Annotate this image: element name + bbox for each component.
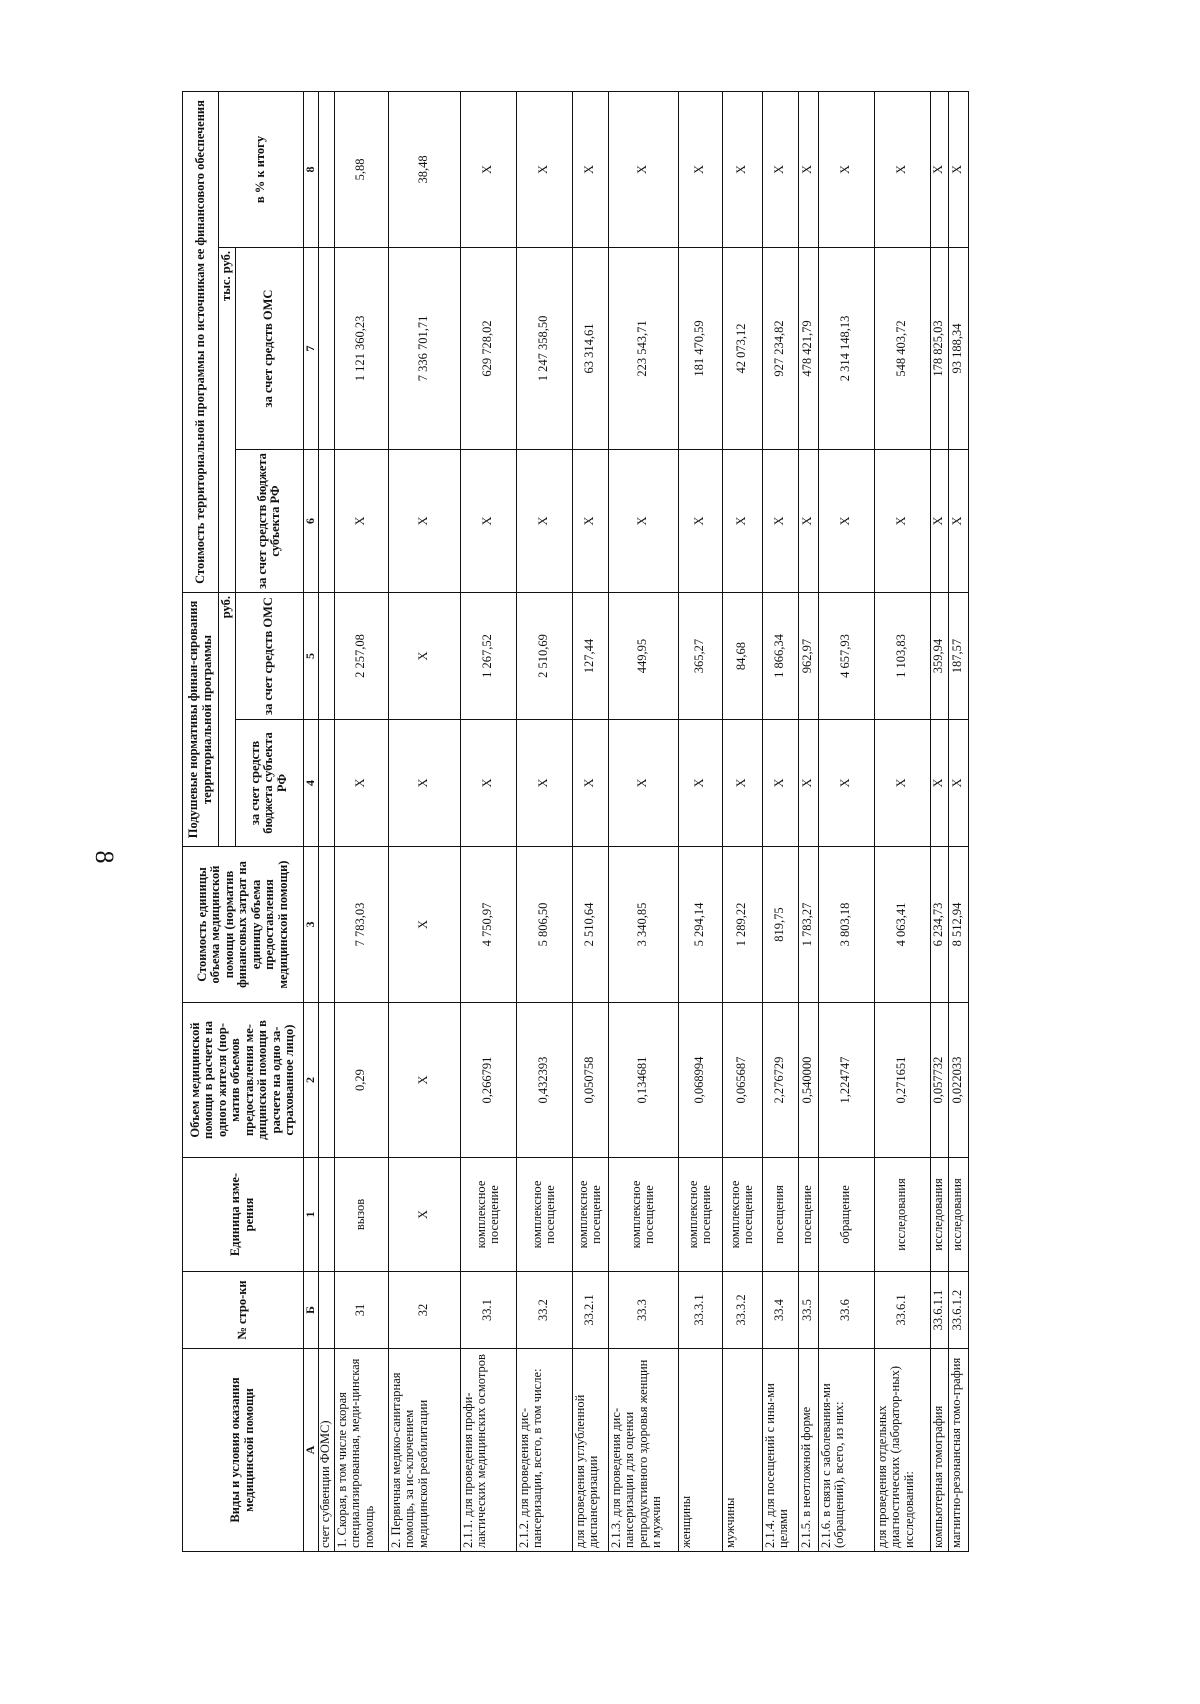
index-cell: 8 <box>303 91 318 247</box>
row-name-cell: 2.1.5. в неотложной форме <box>798 1349 818 1552</box>
row-per-capita-oms-cell: 449,95 <box>608 592 678 719</box>
financing-table <box>182 91 969 1552</box>
row-cost-oms-cell: 548 403,72 <box>874 247 930 449</box>
row-name-cell: 2.1.1. для проведения профи-лактических медицинских осмотров <box>460 1349 516 1552</box>
row-unit-cost-cell: Х <box>388 847 460 1003</box>
table-row <box>388 91 460 1551</box>
header-col-7: за счет средств ОМС <box>235 247 303 449</box>
table-row <box>678 91 722 1551</box>
table-row <box>572 91 608 1551</box>
row-percent-cell: Х <box>874 91 930 247</box>
row-line-cell: 31 <box>334 1272 388 1349</box>
index-cell: 7 <box>303 247 318 449</box>
row-per-capita-budget-cell: Х <box>930 720 948 847</box>
row-percent-cell: Х <box>608 91 678 247</box>
row-name-cell: для проведения углубленной диспансеризации <box>572 1349 608 1552</box>
row-cost-oms-cell: 2 314 148,13 <box>818 247 874 449</box>
row-volume-cell: 0,29 <box>334 1003 388 1158</box>
index-cell: А <box>303 1349 318 1552</box>
row-cost-oms-cell: 927 234,82 <box>762 247 798 449</box>
row-per-capita-budget-cell: Х <box>388 720 460 847</box>
row-per-capita-budget-cell: Х <box>572 720 608 847</box>
row-unit-cost-cell: 4 750,97 <box>460 847 516 1003</box>
row-per-capita-oms-cell: 962,97 <box>798 592 818 719</box>
row-cost-budget-cell: Х <box>572 449 608 592</box>
row-per-capita-budget-cell: Х <box>334 720 388 847</box>
row-name-cell: женщины <box>678 1349 722 1552</box>
row-per-capita-oms-cell: 187,57 <box>948 592 968 719</box>
row-name-cell: магнитно-резонансная томо-графия <box>948 1349 968 1552</box>
table-row <box>608 91 678 1551</box>
row-cost-oms-cell: 1 121 360,23 <box>334 247 388 449</box>
header-col-5: за счет средств ОМС <box>235 592 303 719</box>
row-line-cell: 33.6.1.1 <box>930 1272 948 1349</box>
row-name-cell: мужчины <box>722 1349 762 1552</box>
row-unit-cost-cell: 1 289,22 <box>722 847 762 1003</box>
row-per-capita-budget-cell: Х <box>874 720 930 847</box>
row-cost-budget-cell: Х <box>334 449 388 592</box>
index-cell: 5 <box>303 592 318 719</box>
row-percent-cell: Х <box>818 91 874 247</box>
header-col-3: Стоимость единицы объема медицинской помощи (норматив финансовых затрат на единицу объема предоставления медицинской помощи) <box>183 847 304 1003</box>
row-percent-cell: 5,88 <box>334 91 388 247</box>
row-per-capita-oms-cell: Х <box>388 592 460 719</box>
row-per-capita-budget-cell: Х <box>608 720 678 847</box>
table-body <box>334 91 968 1551</box>
header-col-1: Единица изме-рения <box>183 1158 304 1272</box>
row-unit-cell: комплексное посещение <box>516 1158 572 1272</box>
row-line-cell: 33.3.1 <box>678 1272 722 1349</box>
row-unit-cost-cell: 3 803,18 <box>818 847 874 1003</box>
header-col-8: в % к итогу <box>219 91 304 247</box>
row-unit-cell: обращение <box>818 1158 874 1272</box>
row-cost-oms-cell: 7 336 701,71 <box>388 247 460 449</box>
row-per-capita-budget-cell: Х <box>460 720 516 847</box>
row-percent-cell: Х <box>460 91 516 247</box>
row-volume-cell: 2,276729 <box>762 1003 798 1158</box>
subtitle-cell: счет субвенции ФОМС) <box>318 1349 334 1552</box>
row-cost-budget-cell: Х <box>678 449 722 592</box>
table-row <box>460 91 516 1551</box>
header-col-a: Виды и условия оказания медицинской помощи <box>183 1349 304 1552</box>
row-unit-cost-cell: 4 063,41 <box>874 847 930 1003</box>
row-cost-budget-cell: Х <box>762 449 798 592</box>
subtitle-row <box>318 91 334 1551</box>
row-unit-cost-cell: 2 510,64 <box>572 847 608 1003</box>
row-line-cell: 33.4 <box>762 1272 798 1349</box>
row-per-capita-oms-cell: 1 866,34 <box>762 592 798 719</box>
index-cell: 4 <box>303 720 318 847</box>
table-header <box>183 91 335 1551</box>
table-row <box>874 91 930 1551</box>
row-per-capita-oms-cell: 1 267,52 <box>460 592 516 719</box>
row-volume-cell: 0,057732 <box>930 1003 948 1158</box>
row-line-cell: 33.5 <box>798 1272 818 1349</box>
row-percent-cell: Х <box>722 91 762 247</box>
row-cost-oms-cell: 629 728,02 <box>460 247 516 449</box>
row-unit-cost-cell: 1 783,27 <box>798 847 818 1003</box>
row-volume-cell: 0,134681 <box>608 1003 678 1158</box>
column-index-row <box>303 91 318 1551</box>
row-cost-budget-cell: Х <box>516 449 572 592</box>
row-line-cell: 33.2.1 <box>572 1272 608 1349</box>
row-per-capita-oms-cell: 2 257,08 <box>334 592 388 719</box>
row-name-cell: 2.1.2. для проведения дис-пансеризации, всего, в том числе: <box>516 1349 572 1552</box>
row-cost-oms-cell: 42 073,12 <box>722 247 762 449</box>
index-cell: 2 <box>303 1003 318 1158</box>
row-percent-cell: Х <box>930 91 948 247</box>
row-line-cell: 33.2 <box>516 1272 572 1349</box>
table-row <box>722 91 762 1551</box>
row-per-capita-budget-cell: Х <box>516 720 572 847</box>
row-line-cell: 33.3.2 <box>722 1272 762 1349</box>
row-unit-cell: исследования <box>930 1158 948 1272</box>
row-line-cell: 32 <box>388 1272 460 1349</box>
row-name-cell: 2.1.3. для проведения дис-пансеризации для оценки репродуктивного здоровья женщин и мужчин <box>608 1349 678 1552</box>
row-cost-budget-cell: Х <box>798 449 818 592</box>
row-cost-oms-cell: 181 470,59 <box>678 247 722 449</box>
row-cost-budget-cell: Х <box>948 449 968 592</box>
index-cell: 6 <box>303 449 318 592</box>
row-percent-cell: Х <box>678 91 722 247</box>
row-percent-cell: Х <box>948 91 968 247</box>
row-per-capita-oms-cell: 359,94 <box>930 592 948 719</box>
row-per-capita-budget-cell: Х <box>722 720 762 847</box>
row-cost-oms-cell: 478 421,79 <box>798 247 818 449</box>
row-percent-cell: 38,48 <box>388 91 460 247</box>
header-unit-cost: тыс. руб. <box>219 247 236 592</box>
row-line-cell: 33.6.1 <box>874 1272 930 1349</box>
row-unit-cell: комплексное посещение <box>678 1158 722 1272</box>
row-line-cell: 33.6.1.2 <box>948 1272 968 1349</box>
table-row <box>334 91 388 1551</box>
row-volume-cell: 0,065687 <box>722 1003 762 1158</box>
table-row <box>930 91 948 1551</box>
row-unit-cost-cell: 5 806,50 <box>516 847 572 1003</box>
row-cost-oms-cell: 93 188,34 <box>948 247 968 449</box>
row-name-cell: 2.1.4. для посещений с ины-ми целями <box>762 1349 798 1552</box>
row-per-capita-budget-cell: Х <box>678 720 722 847</box>
header-col-4: за счет средств бюджета субъекта РФ <box>235 720 303 847</box>
row-cost-budget-cell: Х <box>722 449 762 592</box>
row-per-capita-oms-cell: 127,44 <box>572 592 608 719</box>
row-cost-budget-cell: Х <box>874 449 930 592</box>
row-cost-budget-cell: Х <box>608 449 678 592</box>
index-cell: 1 <box>303 1158 318 1272</box>
index-cell: 3 <box>303 847 318 1003</box>
table-row <box>948 91 968 1551</box>
row-cost-oms-cell: 178 825,03 <box>930 247 948 449</box>
table-row <box>818 91 874 1551</box>
row-unit-cell: комплексное посещение <box>460 1158 516 1272</box>
row-unit-cost-cell: 3 340,85 <box>608 847 678 1003</box>
header-unit-norm: руб. <box>219 592 236 846</box>
row-unit-cost-cell: 8 512,94 <box>948 847 968 1003</box>
row-name-cell: 1. Скорая, в том числе скорая специализированная, меди-цинская помощь <box>334 1349 388 1552</box>
row-cost-oms-cell: 1 247 358,50 <box>516 247 572 449</box>
page-number: 8 <box>90 850 119 864</box>
row-cost-oms-cell: 223 543,71 <box>608 247 678 449</box>
header-group-cost: Стоимость территориальной программы по источникам ее финансового обеспечения <box>183 91 219 592</box>
row-volume-cell: 0,540000 <box>798 1003 818 1158</box>
row-unit-cell: комплексное посещение <box>572 1158 608 1272</box>
row-cost-budget-cell: Х <box>460 449 516 592</box>
header-group-norm: Подушевые нормативы финан-сирования территориальной программы <box>183 592 219 846</box>
row-cost-budget-cell: Х <box>930 449 948 592</box>
header-col-2: Объем медицинской помощи в расчете на одного жителя (нор-матив объемов предоставления ме-дицинской помощи в расчете на одно за-страхованное лицо) <box>183 1003 304 1158</box>
row-volume-cell: 0,271651 <box>874 1003 930 1158</box>
row-unit-cell: комплексное посещение <box>608 1158 678 1272</box>
row-volume-cell: 0,266791 <box>460 1003 516 1158</box>
row-volume-cell: 0,068994 <box>678 1003 722 1158</box>
rotated-table-container <box>182 92 1110 1552</box>
row-cost-budget-cell: Х <box>388 449 460 592</box>
row-unit-cell: Х <box>388 1158 460 1272</box>
header-col-6: за счет средств бюджета субъекта РФ <box>235 449 303 592</box>
row-per-capita-oms-cell: 84,68 <box>722 592 762 719</box>
row-line-cell: 33.3 <box>608 1272 678 1349</box>
row-name-cell: для проведения отдельных диагностических (лаборатор-ных) исследований: <box>874 1349 930 1552</box>
row-volume-cell: 0,050758 <box>572 1003 608 1158</box>
row-unit-cost-cell: 5 294,14 <box>678 847 722 1003</box>
table-frame <box>182 92 1110 1552</box>
table-row <box>516 91 572 1551</box>
row-name-cell: 2.1.6. в связи с заболевания-ми (обращений), всего, из них: <box>818 1349 874 1552</box>
row-unit-cell: посещение <box>798 1158 818 1272</box>
row-name-cell: 2. Первичная медико-санитарная помощь, за ис-ключением медицинской реабилитации <box>388 1349 460 1552</box>
row-volume-cell: 0,432393 <box>516 1003 572 1158</box>
row-unit-cost-cell: 819,75 <box>762 847 798 1003</box>
header-col-b: № стро-ки <box>183 1272 304 1349</box>
row-volume-cell: 0,022033 <box>948 1003 968 1158</box>
row-cost-budget-cell: Х <box>818 449 874 592</box>
row-percent-cell: Х <box>762 91 798 247</box>
row-per-capita-oms-cell: 1 103,83 <box>874 592 930 719</box>
row-per-capita-oms-cell: 4 657,93 <box>818 592 874 719</box>
row-per-capita-budget-cell: Х <box>818 720 874 847</box>
row-unit-cell: посещения <box>762 1158 798 1272</box>
row-line-cell: 33.6 <box>818 1272 874 1349</box>
row-percent-cell: Х <box>516 91 572 247</box>
row-unit-cell: исследования <box>874 1158 930 1272</box>
row-unit-cost-cell: 7 783,03 <box>334 847 388 1003</box>
table-row <box>798 91 818 1551</box>
row-volume-cell: Х <box>388 1003 460 1158</box>
row-unit-cell: комплексное посещение <box>722 1158 762 1272</box>
row-per-capita-oms-cell: 2 510,69 <box>516 592 572 719</box>
row-unit-cost-cell: 6 234,73 <box>930 847 948 1003</box>
row-unit-cell: вызов <box>334 1158 388 1272</box>
table-row <box>762 91 798 1551</box>
row-per-capita-budget-cell: Х <box>948 720 968 847</box>
row-percent-cell: Х <box>572 91 608 247</box>
index-cell: Б <box>303 1272 318 1349</box>
row-unit-cell: исследования <box>948 1158 968 1272</box>
row-per-capita-oms-cell: 365,27 <box>678 592 722 719</box>
row-per-capita-budget-cell: Х <box>762 720 798 847</box>
row-percent-cell: Х <box>798 91 818 247</box>
row-cost-oms-cell: 63 314,61 <box>572 247 608 449</box>
row-per-capita-budget-cell: Х <box>798 720 818 847</box>
row-line-cell: 33.1 <box>460 1272 516 1349</box>
row-volume-cell: 1,224747 <box>818 1003 874 1158</box>
row-name-cell: компьютерная томография <box>930 1349 948 1552</box>
